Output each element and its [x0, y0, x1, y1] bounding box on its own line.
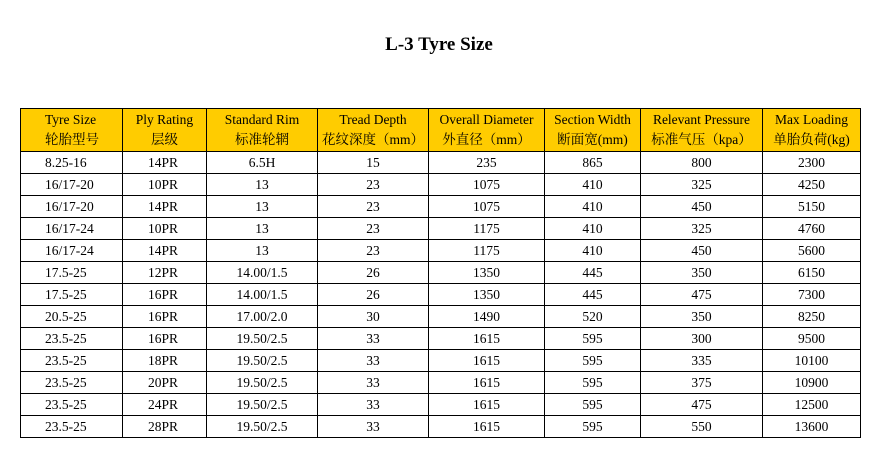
- cell-standard-rim: 6.5H: [207, 152, 318, 174]
- cell-overall-diameter: 1615: [429, 372, 545, 394]
- cell-section-width: 520: [545, 306, 641, 328]
- cell-overall-diameter: 1175: [429, 218, 545, 240]
- header-standard-rim: [207, 109, 318, 152]
- cell-relevant-pressure: 325: [641, 218, 763, 240]
- cell-overall-diameter: 1615: [429, 394, 545, 416]
- table-row: [21, 196, 861, 218]
- cell-relevant-pressure: 550: [641, 416, 763, 438]
- cell-overall-diameter: 1075: [429, 196, 545, 218]
- cell-overall-diameter: 1350: [429, 284, 545, 306]
- cell-standard-rim: 13: [207, 240, 318, 262]
- cell-section-width: 595: [545, 350, 641, 372]
- header-tyre-size: [21, 109, 123, 152]
- cell-tyre-size: 23.5-25: [21, 328, 123, 350]
- cell-ply-rating: 16PR: [123, 328, 207, 350]
- cell-overall-diameter: 1615: [429, 350, 545, 372]
- header-label-cn: 外直径（mm）: [442, 132, 531, 147]
- cell-section-width: 410: [545, 174, 641, 196]
- cell-section-width: 445: [545, 262, 641, 284]
- cell-overall-diameter: 1350: [429, 262, 545, 284]
- header-relevant-pressure: [641, 109, 763, 152]
- table-row: [21, 372, 861, 394]
- cell-max-loading: 13600: [763, 416, 861, 438]
- cell-standard-rim: 17.00/2.0: [207, 306, 318, 328]
- cell-overall-diameter: 1075: [429, 174, 545, 196]
- header-tread-depth: [318, 109, 429, 152]
- cell-standard-rim: 19.50/2.5: [207, 350, 318, 372]
- cell-tread-depth: 23: [318, 218, 429, 240]
- cell-standard-rim: 13: [207, 218, 318, 240]
- table-row: [21, 218, 861, 240]
- cell-tyre-size: 20.5-25: [21, 306, 123, 328]
- cell-tyre-size: 23.5-25: [21, 394, 123, 416]
- cell-max-loading: 10100: [763, 350, 861, 372]
- cell-tyre-size: 16/17-20: [21, 174, 123, 196]
- cell-relevant-pressure: 350: [641, 262, 763, 284]
- table-row: [21, 152, 861, 174]
- table-row: [21, 174, 861, 196]
- cell-tread-depth: 23: [318, 174, 429, 196]
- cell-standard-rim: 19.50/2.5: [207, 328, 318, 350]
- table-row: [21, 284, 861, 306]
- header-label-en: Standard Rim: [224, 112, 300, 127]
- cell-standard-rim: 19.50/2.5: [207, 372, 318, 394]
- table-body: [21, 152, 861, 438]
- cell-ply-rating: 10PR: [123, 218, 207, 240]
- cell-relevant-pressure: 450: [641, 240, 763, 262]
- cell-tyre-size: 16/17-20: [21, 196, 123, 218]
- table-row: [21, 394, 861, 416]
- cell-ply-rating: 28PR: [123, 416, 207, 438]
- cell-max-loading: 4250: [763, 174, 861, 196]
- cell-tread-depth: 26: [318, 262, 429, 284]
- cell-max-loading: 5600: [763, 240, 861, 262]
- cell-max-loading: 2300: [763, 152, 861, 174]
- cell-relevant-pressure: 375: [641, 372, 763, 394]
- cell-ply-rating: 14PR: [123, 240, 207, 262]
- cell-relevant-pressure: 350: [641, 306, 763, 328]
- tyre-size-table: [20, 108, 861, 438]
- cell-relevant-pressure: 475: [641, 394, 763, 416]
- header-label-cn: 单胎负荷(kg): [773, 132, 850, 147]
- table-row: [21, 240, 861, 262]
- header-ply-rating: [123, 109, 207, 152]
- header-label-cn: 轮胎型号: [45, 132, 99, 147]
- cell-tread-depth: 33: [318, 416, 429, 438]
- cell-relevant-pressure: 800: [641, 152, 763, 174]
- cell-max-loading: 9500: [763, 328, 861, 350]
- table-row: [21, 350, 861, 372]
- table-row: [21, 306, 861, 328]
- cell-ply-rating: 14PR: [123, 196, 207, 218]
- cell-overall-diameter: 1175: [429, 240, 545, 262]
- cell-max-loading: 7300: [763, 284, 861, 306]
- cell-tyre-size: 17.5-25: [21, 262, 123, 284]
- cell-standard-rim: 13: [207, 196, 318, 218]
- header-label-en: Overall Diameter: [439, 112, 534, 127]
- cell-ply-rating: 24PR: [123, 394, 207, 416]
- cell-overall-diameter: 235: [429, 152, 545, 174]
- header-label-cn: 断面宽(mm): [557, 132, 628, 147]
- cell-overall-diameter: 1490: [429, 306, 545, 328]
- cell-max-loading: 8250: [763, 306, 861, 328]
- cell-overall-diameter: 1615: [429, 416, 545, 438]
- cell-tyre-size: 23.5-25: [21, 350, 123, 372]
- cell-relevant-pressure: 325: [641, 174, 763, 196]
- cell-tread-depth: 33: [318, 372, 429, 394]
- cell-tread-depth: 33: [318, 394, 429, 416]
- header-label-cn: 标准轮辋: [235, 132, 289, 147]
- header-label-en: Tyre Size: [45, 112, 97, 127]
- header-label-en: Max Loading: [774, 112, 849, 127]
- page-title: L-3 Tyre Size: [385, 34, 493, 55]
- cell-tyre-size: 17.5-25: [21, 284, 123, 306]
- cell-tread-depth: 30: [318, 306, 429, 328]
- cell-section-width: 865: [545, 152, 641, 174]
- cell-tyre-size: 23.5-25: [21, 372, 123, 394]
- cell-section-width: 410: [545, 196, 641, 218]
- cell-max-loading: 4760: [763, 218, 861, 240]
- header-label-cn: 标准气压（kpa）: [651, 132, 752, 147]
- header-label-en: Section Width: [554, 112, 631, 127]
- cell-ply-rating: 14PR: [123, 152, 207, 174]
- cell-standard-rim: 19.50/2.5: [207, 416, 318, 438]
- table-row: [21, 328, 861, 350]
- cell-tyre-size: 16/17-24: [21, 240, 123, 262]
- cell-max-loading: 6150: [763, 262, 861, 284]
- cell-standard-rim: 13: [207, 174, 318, 196]
- cell-tread-depth: 33: [318, 350, 429, 372]
- cell-section-width: 410: [545, 218, 641, 240]
- cell-section-width: 595: [545, 416, 641, 438]
- table-header-row: [21, 109, 861, 152]
- cell-relevant-pressure: 450: [641, 196, 763, 218]
- cell-section-width: 410: [545, 240, 641, 262]
- cell-tread-depth: 15: [318, 152, 429, 174]
- cell-max-loading: 5150: [763, 196, 861, 218]
- cell-tyre-size: 8.25-16: [21, 152, 123, 174]
- cell-relevant-pressure: 475: [641, 284, 763, 306]
- cell-ply-rating: 20PR: [123, 372, 207, 394]
- cell-ply-rating: 12PR: [123, 262, 207, 284]
- header-overall-diameter: [429, 109, 545, 152]
- header-label-cn: 层级: [151, 132, 178, 147]
- cell-overall-diameter: 1615: [429, 328, 545, 350]
- cell-ply-rating: 16PR: [123, 284, 207, 306]
- cell-section-width: 595: [545, 394, 641, 416]
- cell-standard-rim: 14.00/1.5: [207, 262, 318, 284]
- cell-standard-rim: 14.00/1.5: [207, 284, 318, 306]
- cell-section-width: 445: [545, 284, 641, 306]
- cell-section-width: 595: [545, 372, 641, 394]
- cell-ply-rating: 16PR: [123, 306, 207, 328]
- cell-relevant-pressure: 300: [641, 328, 763, 350]
- cell-tread-depth: 23: [318, 196, 429, 218]
- cell-relevant-pressure: 335: [641, 350, 763, 372]
- table-row: [21, 262, 861, 284]
- cell-tyre-size: 16/17-24: [21, 218, 123, 240]
- cell-standard-rim: 19.50/2.5: [207, 394, 318, 416]
- cell-tread-depth: 26: [318, 284, 429, 306]
- header-max-loading: [763, 109, 861, 152]
- cell-section-width: 595: [545, 328, 641, 350]
- cell-ply-rating: 18PR: [123, 350, 207, 372]
- cell-tyre-size: 23.5-25: [21, 416, 123, 438]
- header-label-en: Ply Rating: [135, 112, 194, 127]
- header-label-cn: 花纹深度（mm）: [321, 132, 424, 147]
- header-section-width: [545, 109, 641, 152]
- cell-tread-depth: 23: [318, 240, 429, 262]
- header-label-en: Relevant Pressure: [652, 112, 751, 127]
- table-row: [21, 416, 861, 438]
- cell-tread-depth: 33: [318, 328, 429, 350]
- cell-max-loading: 10900: [763, 372, 861, 394]
- header-label-en: Tread Depth: [339, 112, 407, 127]
- cell-max-loading: 12500: [763, 394, 861, 416]
- cell-ply-rating: 10PR: [123, 174, 207, 196]
